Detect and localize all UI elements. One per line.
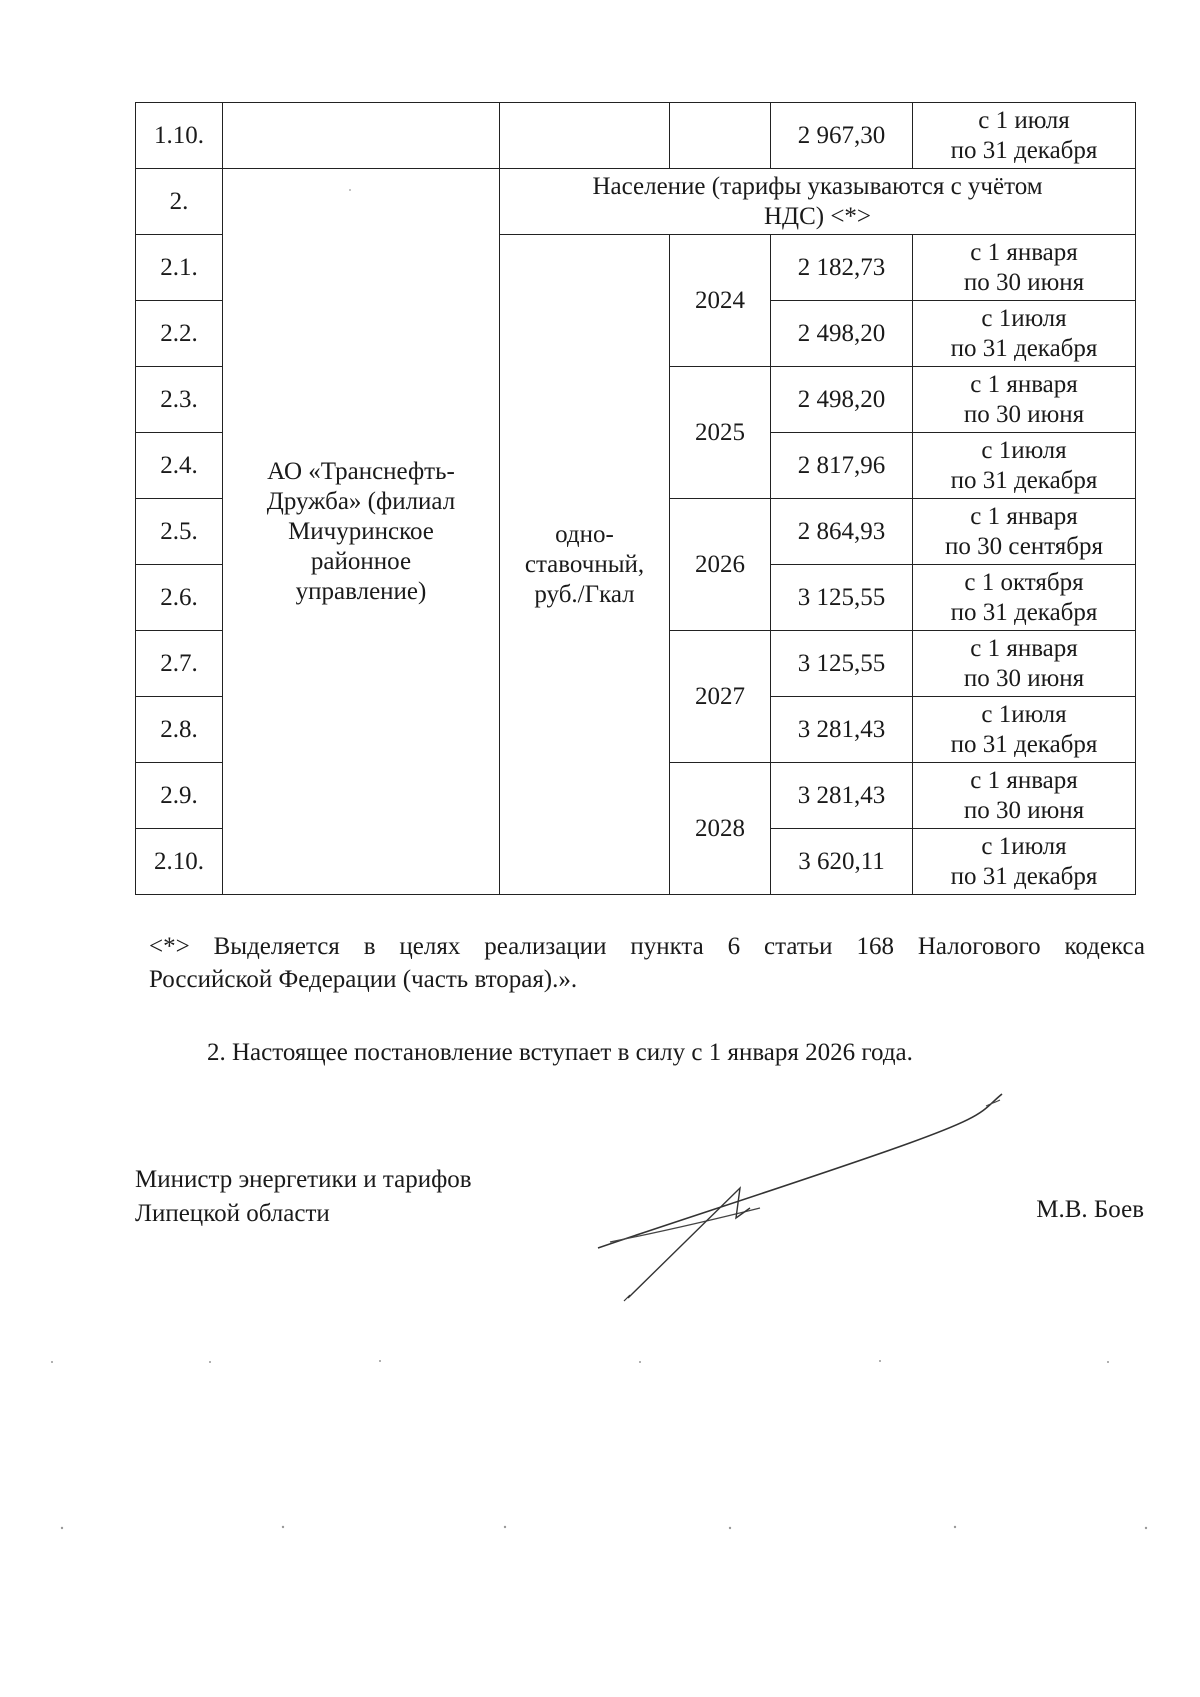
- year-cell: 2024: [670, 235, 771, 367]
- tariff-value: 2 182,73: [771, 235, 913, 301]
- tariff-value: 3 281,43: [771, 697, 913, 763]
- tariff-value: 3 125,55: [771, 631, 913, 697]
- organization-cell: АО «Транснефть- Дружба» (филиал Мичуринское районное управление): [223, 169, 500, 895]
- tariff-value: 2 498,20: [771, 367, 913, 433]
- year-cell: 2025: [670, 367, 771, 499]
- year-cell: 2028: [670, 763, 771, 895]
- year-cell: 2026: [670, 499, 771, 631]
- row-number: 2.: [136, 169, 223, 235]
- group-title: Население (тарифы указываются с учётом НДС) <*>: [500, 169, 1136, 235]
- signatory-name: М.В. Боев: [1036, 1196, 1144, 1223]
- signatory-position: Министр энергетики и тарифов Липецкой области: [135, 1166, 472, 1227]
- tariff-value: 2 864,93: [771, 499, 913, 565]
- tariff-value: 3 620,11: [771, 829, 913, 895]
- tariff-value: 2 967,30: [771, 103, 913, 169]
- period-cell: с 1июля по 31 декабря: [913, 697, 1136, 763]
- tariff-value: 3 281,43: [771, 763, 913, 829]
- period-cell: с 1 января по 30 июня: [913, 763, 1136, 829]
- tariff-value: 2 817,96: [771, 433, 913, 499]
- row-number: 2.1.: [136, 235, 223, 301]
- period-start: с 1 июля: [978, 106, 1070, 134]
- effective-date-clause: 2. Настоящее постановление вступает в силу с 1 января 2026 года.: [207, 1039, 913, 1066]
- year-cell: 2027: [670, 631, 771, 763]
- period-cell: с 1 января по 30 июня: [913, 367, 1136, 433]
- row-number: 2.6.: [136, 565, 223, 631]
- period-cell: с 1 января по 30 июня: [913, 235, 1136, 301]
- period-end: по 31 декабря: [950, 136, 1098, 164]
- row-number: 2.3.: [136, 367, 223, 433]
- tariff-type-cell: одно- ставочный, руб./Гкал: [500, 235, 670, 895]
- period-cell: с 1июля по 31 декабря: [913, 301, 1136, 367]
- row-number: 1.10.: [136, 103, 223, 169]
- period-cell: с 1июля по 31 декабря: [913, 829, 1136, 895]
- row-number: 2.7.: [136, 631, 223, 697]
- tariff-value: 3 125,55: [771, 565, 913, 631]
- row-number: 2.4.: [136, 433, 223, 499]
- period-cell: с 1июля по 31 декабря: [913, 433, 1136, 499]
- period-cell: с 1 октября по 31 декабря: [913, 565, 1136, 631]
- row-number: 2.5.: [136, 499, 223, 565]
- footnote-line: <*> Выделяется в целях реализации пункта 6 статьи 168 Налогового кодекса: [149, 933, 1145, 960]
- row-number: 2.8.: [136, 697, 223, 763]
- row-number: 2.9.: [136, 763, 223, 829]
- period-cell: с 1 января по 30 июня: [913, 631, 1136, 697]
- footnote-line: Российской Федерации (часть вторая).».: [149, 966, 578, 993]
- row-number: 2.2.: [136, 301, 223, 367]
- period-cell: с 1 января по 30 сентября: [913, 499, 1136, 565]
- tariff-value: 2 498,20: [771, 301, 913, 367]
- row-number: 2.10.: [136, 829, 223, 895]
